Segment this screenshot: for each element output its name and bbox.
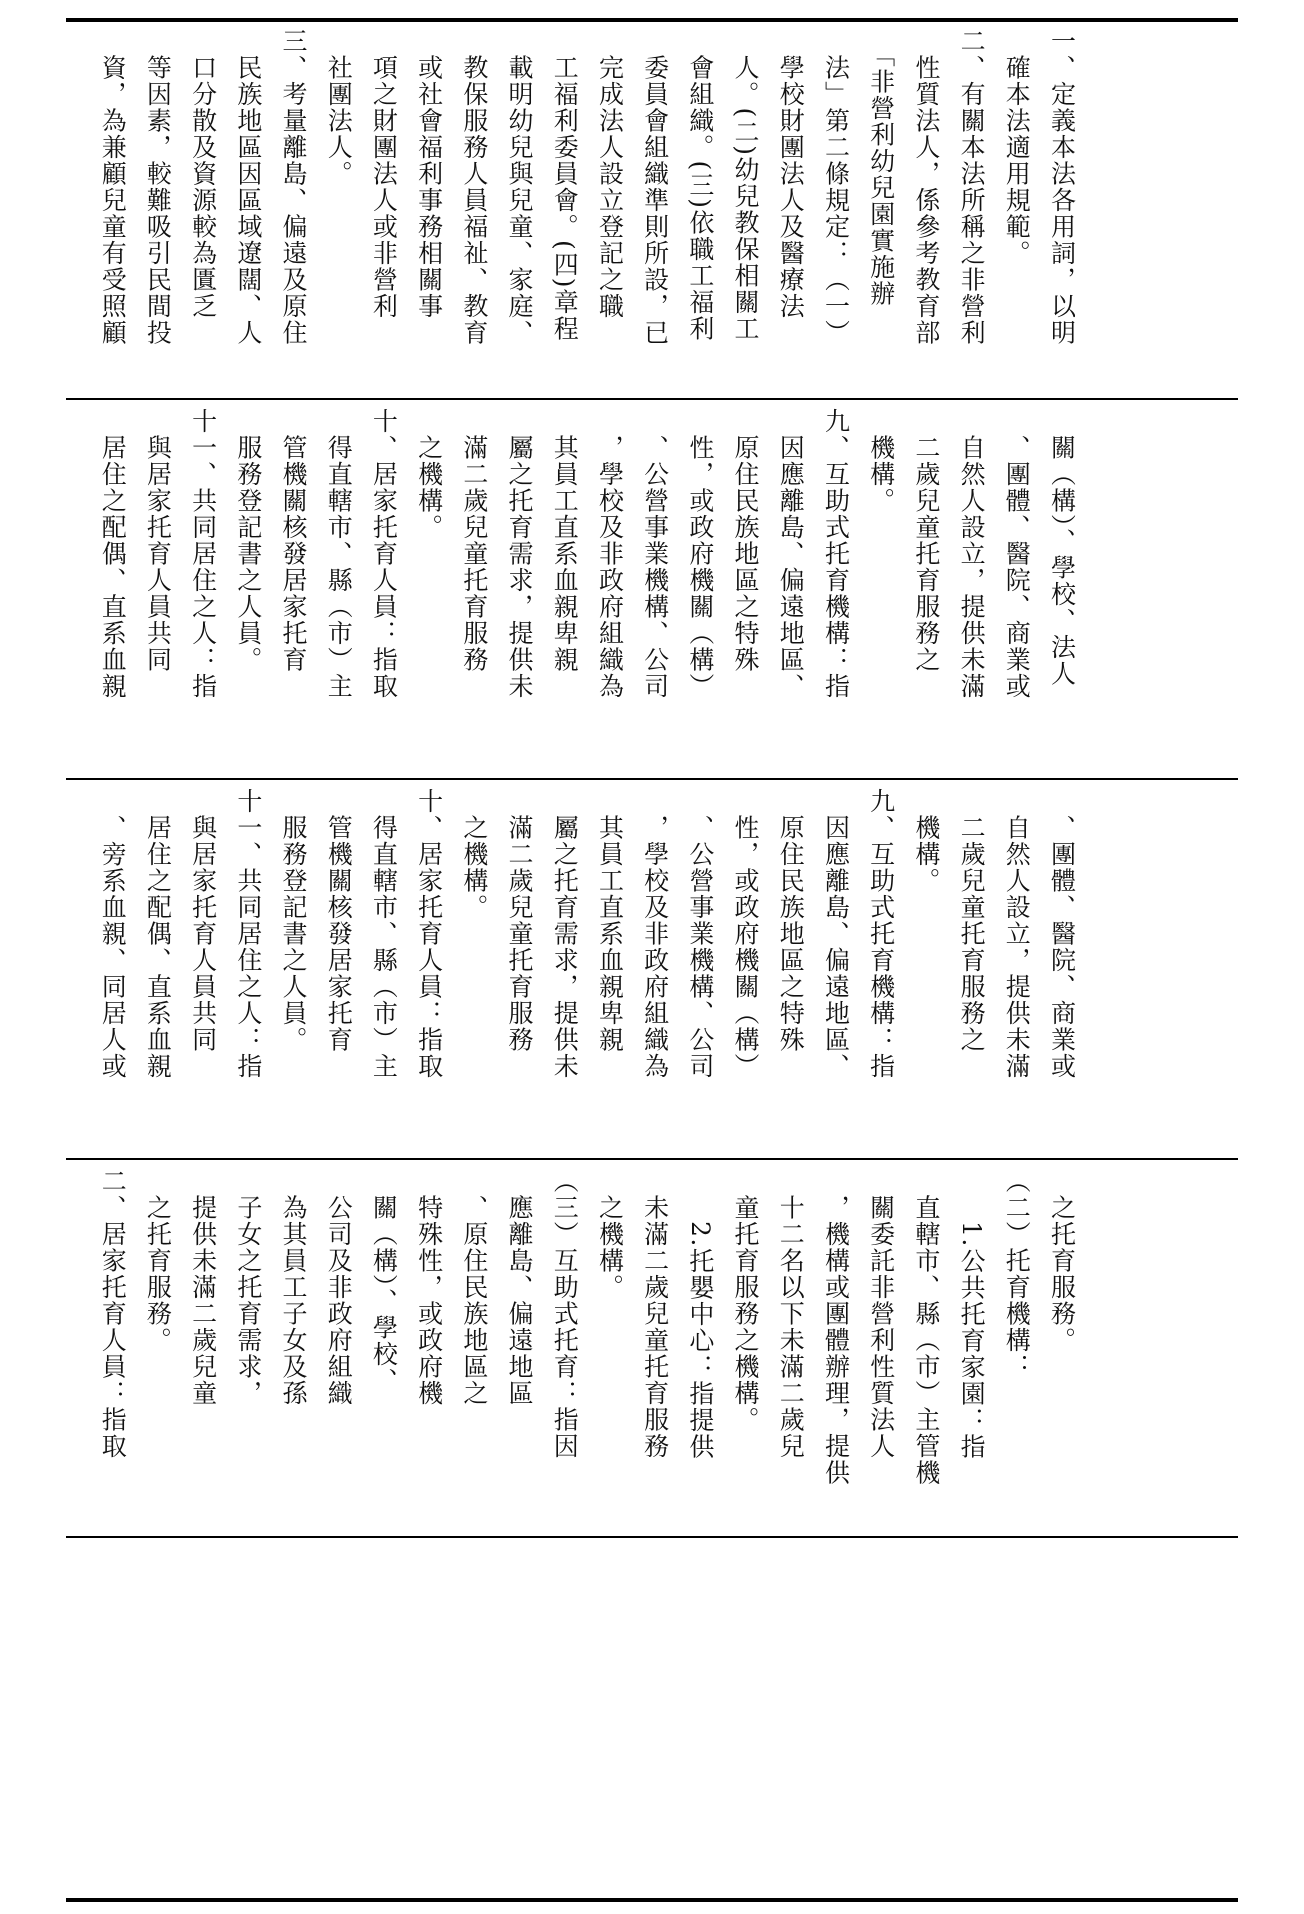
- text-line: 子女之托育需求，: [233, 1168, 263, 1407]
- text-line: 工福利委員會。(四)章程: [550, 28, 580, 343]
- text-line: 十一、共同居住之人：指: [233, 788, 263, 1080]
- text-line: 自然人設立，提供未滿: [1002, 788, 1032, 1080]
- text-section-3: [90, 788, 1220, 1152]
- text-line: 法」第二條規定：（一）: [821, 28, 851, 346]
- text-line: 性，或政府機關（構）: [685, 408, 715, 700]
- text-line: 九、互助式托育機構：指: [866, 788, 896, 1080]
- text-line: 與居家托育人員共同: [143, 408, 173, 673]
- text-line: 等因素，較難吸引民間投: [143, 28, 173, 346]
- text-line: 完成法人設立登記之職: [595, 28, 625, 320]
- text-line: 性，或政府機關（構）: [731, 788, 761, 1080]
- text-line: 與居家托育人員共同: [188, 788, 218, 1053]
- text-line: 機構。: [911, 788, 941, 894]
- vertical-text-block: [90, 28, 1084, 392]
- text-line: 原住民族地區之特殊: [776, 788, 806, 1053]
- text-line: 得直轄市、縣（市）主: [369, 788, 399, 1080]
- text-line: 其員工直系血親卑親: [595, 788, 625, 1053]
- text-line: 原住民族地區之特殊: [731, 408, 761, 673]
- section-divider: [66, 778, 1238, 780]
- text-line: 屬之托育需求，提供未: [505, 408, 535, 700]
- text-line: 滿二歲兒童托育服務: [505, 788, 535, 1053]
- text-line: 性質法人，係參考教育部: [911, 28, 941, 346]
- text-line: 十二名以下未滿二歲兒: [776, 1168, 806, 1460]
- text-line: 服務登記書之人員。: [279, 788, 309, 1053]
- section-divider: [66, 1536, 1238, 1538]
- text-line: 、公營事業機構、公司: [640, 408, 670, 700]
- text-line: 十、居家托育人員：指取: [369, 408, 399, 700]
- text-line: 得直轄市、縣（市）主: [324, 408, 354, 700]
- vertical-text-block: [90, 788, 1084, 1152]
- text-section-4: [90, 1168, 1220, 1530]
- text-line: 之機構。: [414, 408, 444, 541]
- text-line: 公司及非政府組織: [324, 1168, 354, 1407]
- text-line: 因應離島、偏遠地區、: [776, 408, 806, 700]
- text-line: ，機構或團體辦理，提供: [821, 1168, 851, 1486]
- text-line: 三、考量離島、偏遠及原住: [279, 28, 309, 346]
- text-line: 十一、共同居住之人：指: [188, 408, 218, 700]
- text-line: 為其員工子女及孫: [279, 1168, 309, 1407]
- text-line: 教保服務人員福祉、教育: [459, 28, 489, 346]
- text-line: 人。(二)幼兒教保相關工: [731, 28, 761, 343]
- text-line: （三）互助式托育：指因: [550, 1168, 580, 1460]
- text-line: ，學校及非政府組織為: [595, 408, 625, 700]
- text-line: 一、定義本法各用詞，以明: [1047, 28, 1077, 346]
- text-line: 管機關核發居家托育: [279, 408, 309, 673]
- text-line: 「非營利幼兒園實施辦: [866, 28, 896, 307]
- text-line: 應離島、偏遠地區: [505, 1168, 535, 1407]
- top-rule: [66, 18, 1238, 22]
- text-line: 二歲兒童托育服務之: [911, 408, 941, 673]
- vertical-text-block: [90, 408, 1084, 772]
- section-divider: [66, 1158, 1238, 1160]
- text-line: 居住之配偶、直系血親: [98, 408, 128, 700]
- text-line: （二）托育機構：: [1002, 1168, 1032, 1380]
- text-line: 學校財團法人及醫療法: [776, 28, 806, 320]
- text-line: 載明幼兒與兒童、家庭、: [505, 28, 535, 346]
- text-line: 其員工直系血親卑親: [550, 408, 580, 673]
- text-line: 項之財團法人或非營利: [369, 28, 399, 320]
- text-section-1: [90, 28, 1220, 392]
- text-line: 關（構）、學校、法人: [1047, 408, 1077, 687]
- text-line: 關（構）、學校、: [369, 1168, 399, 1394]
- text-line: 確本法適用規範。: [1002, 28, 1032, 267]
- text-line: 屬之托育需求，提供未: [550, 788, 580, 1080]
- text-line: 二、居家托育人員：指取: [98, 1168, 128, 1460]
- text-line: 社團法人。: [324, 28, 354, 187]
- text-line: 會組織。(三)依職工福利: [685, 28, 715, 343]
- text-line: 、團體、醫院、商業或: [1047, 788, 1077, 1080]
- text-line: ，學校及非政府組織為: [640, 788, 670, 1080]
- text-line: 、公營事業機構、公司: [685, 788, 715, 1080]
- text-line: 、團體、醫院、商業或: [1002, 408, 1032, 700]
- text-line: 資，為兼顧兒童有受照顧: [98, 28, 128, 346]
- text-section-2: [90, 408, 1220, 772]
- text-line: 之機構。: [595, 1168, 625, 1301]
- text-line: 之托育服務。: [1047, 1168, 1077, 1354]
- text-line: 口分散及資源較為匱乏: [188, 28, 218, 320]
- text-line: 二、有關本法所稱之非營利: [957, 28, 987, 346]
- text-line: 2.托嬰中心：指提供: [685, 1168, 715, 1460]
- vertical-text-block: [90, 1168, 1084, 1530]
- text-line: 、原住民族地區之: [459, 1168, 489, 1407]
- text-line: 機構。: [866, 408, 896, 514]
- text-line: 服務登記書之人員。: [233, 408, 263, 673]
- text-line: 1.公共托育家園：指: [957, 1168, 987, 1460]
- text-line: 直轄市、縣（市）主管機: [911, 1168, 941, 1486]
- text-line: 管機關核發居家托育: [324, 788, 354, 1053]
- text-line: 民族地區因區域遼闊、人: [233, 28, 263, 346]
- text-line: 委員會組織準則所設，已: [640, 28, 670, 346]
- text-line: 之托育服務。: [143, 1168, 173, 1354]
- text-line: 關委託非營利性質法人: [866, 1168, 896, 1460]
- bottom-rule: [66, 1898, 1238, 1902]
- text-line: 之機構。: [459, 788, 489, 921]
- text-line: 二歲兒童托育服務之: [957, 788, 987, 1053]
- section-divider: [66, 398, 1238, 400]
- text-line: 、旁系血親、同居人或: [98, 788, 128, 1080]
- text-line: 滿二歲兒童托育服務: [459, 408, 489, 673]
- text-line: 或社會福利事務相關事: [414, 28, 444, 320]
- text-line: 童托育服務之機構。: [731, 1168, 761, 1433]
- text-line: 特殊性，或政府機: [414, 1168, 444, 1407]
- text-line: 自然人設立，提供未滿: [957, 408, 987, 700]
- text-line: 提供未滿二歲兒童: [188, 1168, 218, 1407]
- text-line: 十、居家托育人員：指取: [414, 788, 444, 1080]
- text-line: 未滿二歲兒童托育服務: [640, 1168, 670, 1460]
- text-line: 九、互助式托育機構：指: [821, 408, 851, 700]
- text-line: 因應離島、偏遠地區、: [821, 788, 851, 1080]
- text-line: 居住之配偶、直系血親: [143, 788, 173, 1080]
